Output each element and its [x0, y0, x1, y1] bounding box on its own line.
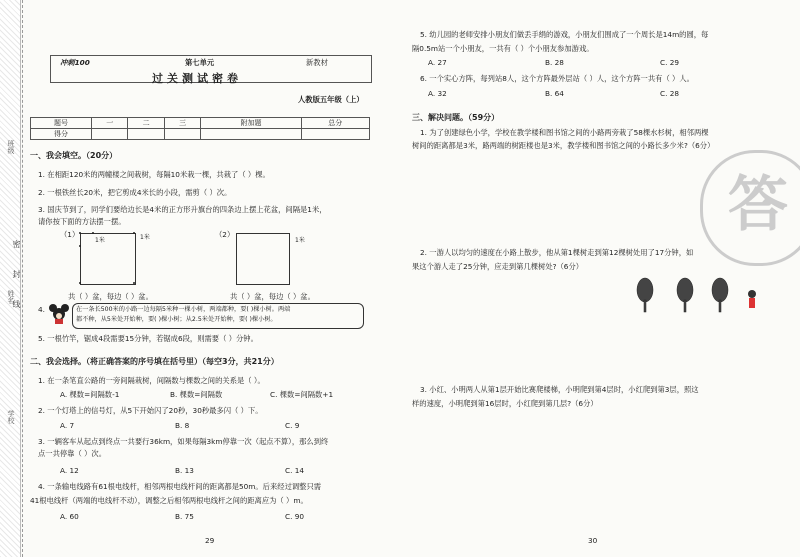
sec1-q3-line1: 3. 国庆节到了，同学们要给边长是4米的正方形升旗台的四条边上摆上花盆，间隔是1米，: [38, 205, 327, 214]
trees-illustration: [630, 276, 770, 316]
figure-1-label: （1）: [60, 230, 80, 239]
right-p2-line1: 2. 一游人以均匀的速度在小路上散步，他从第1棵树走到第12棵树处用了17分钟，如: [420, 248, 694, 257]
flower-dot: [79, 282, 81, 284]
score-cell[interactable]: [164, 129, 200, 140]
sec2-q1-opt-a: A. 棵数=间隔数-1: [60, 390, 120, 399]
score-table-header-row: [31, 118, 370, 129]
sec2-q2: 2. 一个灯塔上的信号灯，从5下开始闪了20秒，30秒最多闪（ ）下。: [38, 406, 263, 415]
section-1-title: 一、我会填空。（20分）: [30, 151, 118, 160]
side-label-1: 1米: [140, 234, 150, 241]
flower-dot: [79, 232, 81, 234]
right-q6-opt-c: C. 28: [660, 89, 680, 98]
section-2-title: 二、我会选择。（将正确答案的序号填在括号里）（每空3分，共21分）: [30, 357, 279, 366]
sec1-q5: 5. 一根竹竿，锯成4段需要15分钟，若锯成6段，则需要（ ）分钟。: [38, 334, 258, 343]
right-q6: 6. 一个实心方阵，每列站8人，这个方阵最外层站（ ）人，这个方阵一共有（ ）人。: [420, 74, 694, 83]
sec2-q4-opt-a: A. 60: [60, 512, 79, 521]
right-p1-line1: 1. 为了创建绿色小学，学校在教学楼和图书馆之间的小路两旁栽了58棵水杉树，相邻两棵: [420, 128, 709, 137]
sec2-q1-opt-b: B. 棵数=间隔数: [170, 390, 223, 399]
right-q5-opt-a: A. 27: [428, 58, 447, 67]
score-header-cell: 一: [92, 118, 128, 129]
score-cell[interactable]: [201, 129, 301, 140]
score-header-cell: 题号: [31, 118, 92, 129]
score-cell[interactable]: [301, 129, 369, 140]
score-header-cell: 总分: [301, 118, 369, 129]
sec2-q3-opt-c: C. 14: [285, 466, 305, 475]
edition-label: 新教材: [306, 58, 328, 67]
flower-dot: [79, 245, 81, 247]
sec1-q4-number: 4.: [38, 305, 45, 314]
unit-label: 第七单元: [185, 58, 215, 67]
right-p3-line1: 3. 小红、小明两人从第1层开始比赛爬楼梯，小明爬到第4层时，小红爬到第3层，照这: [420, 385, 699, 394]
sec1-q3-line2: 请你按下面的方法摆一摆。: [38, 217, 126, 226]
figure-2-answer: 共（ ）盆，每边（ ）盆。: [230, 292, 315, 301]
grade-label: 人教版五年级（上）: [298, 95, 364, 104]
flower-square-1: [80, 233, 136, 285]
sec2-q1: 1. 在一条笔直公路的一旁间隔栽树，间隔数与棵数之间的关系是（ ）。: [38, 376, 265, 385]
section-3-title: 三、解决问题。（59分）: [412, 113, 500, 122]
right-q6-opt-b: B. 64: [545, 89, 564, 98]
binding-seal-2: 封: [12, 270, 21, 278]
sec2-q3-opt-b: B. 13: [175, 466, 194, 475]
right-q5-line1: 5. 幼儿园的老师安排小朋友们做丢手绢的游戏，小朋友们围成了一个周长是14m的圆，每: [420, 30, 709, 39]
binding-seal-3: 线: [12, 300, 21, 308]
sec1-q4-line1: 在一条长500米的小路一边每隔5米种一棵小树，两端都种，要( )棵小树。两端: [76, 306, 291, 313]
score-table-row: [31, 129, 370, 140]
sec2-q3-line1: 3. 一辆客车从起点到终点一共要行36km，如果每隔3km停靠一次（起点不算），那么到终: [38, 437, 329, 446]
binding-seal-1: 密: [12, 240, 21, 248]
score-header-cell: 附加题: [201, 118, 301, 129]
right-q5-opt-c: C. 29: [660, 58, 680, 67]
score-cell[interactable]: [92, 129, 128, 140]
sec2-q2-opt-b: B. 8: [175, 421, 190, 430]
right-q5-opt-b: B. 28: [545, 58, 564, 67]
score-header-cell: 三: [164, 118, 200, 129]
binding-label-class: 班级: [7, 140, 15, 154]
sec1-q2: 2. 一根铁丝长20米，把它剪成4米长的小段，需剪（ ）次。: [38, 188, 232, 197]
page-number-left: 29: [205, 536, 215, 545]
binding-label-school: 学校: [7, 410, 15, 424]
watermark-seal: 答: [700, 150, 800, 266]
sec2-q1-opt-c: C. 棵数=间隔数+1: [270, 390, 334, 399]
right-q6-opt-a: A. 32: [428, 89, 447, 98]
sec2-q4-line1: 4. 一条输电线路有61根电线杆，相邻两根电线杆间的距离都是50m。后来经过调整只需: [38, 482, 322, 491]
binding-label-name: 姓名: [7, 290, 15, 304]
sec1-q4-line2: 都不种，从5米处开始种，要( )棵小树；从2.5米处开始种，要( )棵小树。: [76, 316, 277, 323]
flower-dot: [133, 282, 135, 284]
sec2-q2-opt-a: A. 7: [60, 421, 75, 430]
score-row-label: 得分: [31, 129, 92, 140]
right-p3-line2: 样的速度，小明爬到第16层时，小红爬到第几层?（6分）: [412, 399, 598, 408]
sec2-q4-opt-c: C. 90: [285, 512, 305, 521]
score-header-cell: 二: [128, 118, 164, 129]
page-number-right: 30: [588, 536, 598, 545]
sec1-q1: 1. 在相距120米的两幢楼之间栽树，每隔10米栽一棵，共栽了（ ）棵。: [38, 170, 270, 179]
gap-label-1: 1米: [95, 237, 105, 244]
right-p1-line2: 树间的距离都是3米，路两端的树距楼也是3米，教学楼和图书馆之间的小路长多少米?（6分）: [412, 141, 715, 150]
score-table: [30, 117, 370, 140]
sec2-q4-line2: 41根电线杆（两端的电线杆不动），调整之后相邻两根电线杆之间的距离应为（ ）m。: [30, 496, 308, 505]
figure-1-answer: 共（ ）盆，每边（ ）盆。: [68, 292, 153, 301]
figure-2-label: （2）: [215, 230, 235, 239]
sec2-q4-opt-b: B. 75: [175, 512, 194, 521]
flower-dot: [133, 232, 135, 234]
binding-cut-line: [22, 0, 23, 557]
binding-strip: [0, 0, 21, 557]
sec2-q3-line2: 点一共停靠（ ）次。: [38, 449, 106, 458]
score-cell[interactable]: [128, 129, 164, 140]
right-p2-line2: 果这个游人走了25分钟，应走到第几棵树处?（6分）: [412, 262, 584, 271]
sec2-q2-opt-c: C. 9: [285, 421, 300, 430]
cartoon-mouse-icon: [48, 303, 70, 325]
page-title: 过关测试密卷: [152, 72, 242, 85]
brand-logo: 冲刺100: [60, 58, 90, 67]
side-label-2: 1米: [295, 237, 305, 244]
flower-dot: [92, 232, 94, 234]
sec2-q3-opt-a: A. 12: [60, 466, 79, 475]
flower-square-2: [236, 233, 290, 285]
right-q5-line2: 隔0.5m站一个小朋友，一共有（ ）个小朋友参加游戏。: [412, 44, 594, 53]
